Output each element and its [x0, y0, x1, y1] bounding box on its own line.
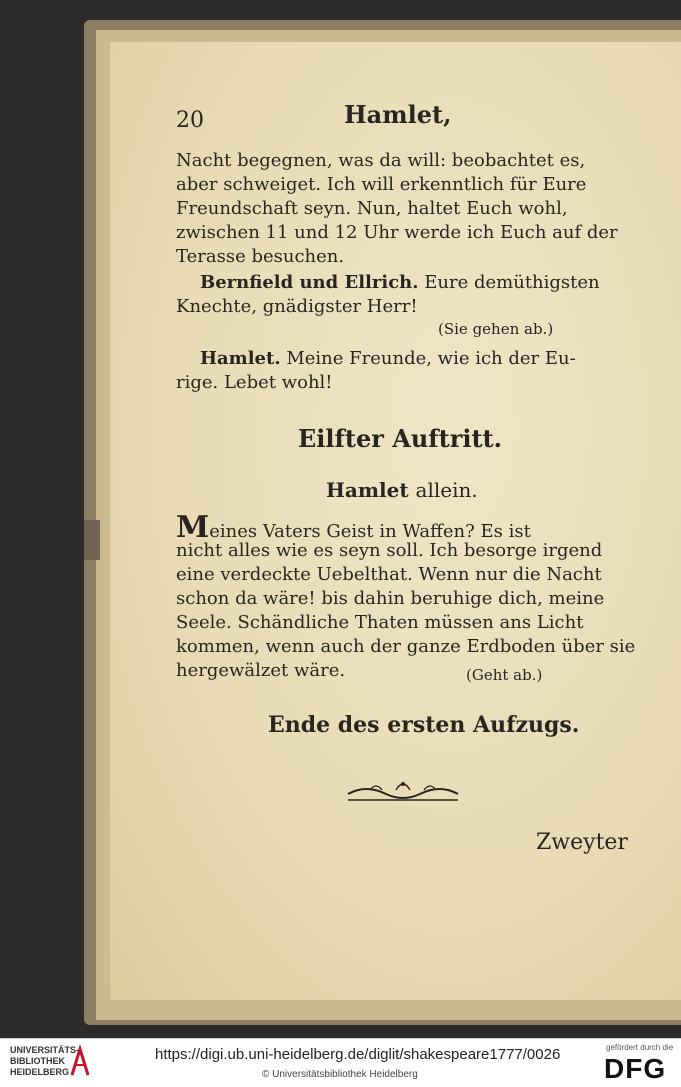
viewer-footer [0, 1038, 681, 1087]
text-line: eine verdeckte Uebelthat. Wenn nur die Nacht [176, 564, 602, 585]
scene-person: Hamlet [326, 478, 409, 502]
drop-cap: M [176, 510, 210, 545]
binding-mark [84, 520, 100, 560]
catchword: Zweyter [536, 830, 628, 855]
speaker-name: Hamlet. [200, 348, 281, 369]
stage-direction: (Sie gehen ab.) [438, 320, 554, 338]
running-title: Hamlet, [344, 100, 452, 129]
library-name-line: UNIVERSITÄTS- [10, 1045, 80, 1055]
funding-note: gefördert durch die [606, 1043, 674, 1052]
text-line: schon da wäre! bis dahin beruhige dich, meine [176, 588, 605, 609]
text-line: Nacht begegnen, was da will: beobachtet es, [176, 150, 586, 171]
copyright-notice: © Universitätsbibliothek Heidelberg [262, 1069, 418, 1080]
permalink-url[interactable]: https://digi.ub.uni-heidelberg.de/diglit/shakespeare1777/0026 [155, 1046, 561, 1063]
speaker-name: Bernfield und Ellrich. [200, 272, 419, 293]
text-line: hergewälzet wäre. [176, 660, 346, 681]
speech-text: Eure demüthigsten [424, 272, 600, 293]
text-line: nicht alles wie es seyn soll. Ich besorge irgend [176, 540, 603, 561]
ornament-divider [346, 776, 460, 806]
text-line: Terasse besuchen. [176, 246, 345, 267]
library-name-line: BIBLIOTHEK [10, 1056, 65, 1066]
text-line: kommen, wenn auch der ganze Erdboden über sie [176, 636, 636, 657]
speech-line [200, 272, 600, 293]
scene-person-note: allein. [415, 478, 478, 502]
text-line: rige. Lebet wohl! [176, 372, 333, 393]
text-line: zwischen 11 und 12 Uhr werde ich Euch auf der [176, 222, 618, 243]
scene-heading: Eilfter Auftritt. [298, 424, 502, 453]
speech-line [200, 348, 576, 369]
library-emblem-icon [68, 1045, 92, 1079]
library-name-line: HEIDELBERG [10, 1067, 70, 1077]
stage-direction: (Geht ab.) [466, 666, 543, 684]
text-line: aber schweiget. Ich will erkenntlich für Eure [176, 174, 587, 195]
text-line: Seele. Schändliche Thaten müssen ans Licht [176, 612, 584, 633]
text-line: Freundschaft seyn. Nun, haltet Euch wohl, [176, 198, 568, 219]
text-line: Knechte, gnädigster Herr! [176, 296, 418, 317]
monologue-text: eines Vaters Geist in Waffen? Es ist [209, 521, 531, 542]
dfg-logo: DFG [604, 1053, 667, 1084]
act-end-heading: Ende des ersten Aufzugs. [268, 712, 580, 738]
scene-persons [326, 478, 478, 502]
page-number: 20 [176, 108, 204, 133]
speech-text: Meine Freunde, wie ich der Eu- [286, 348, 576, 369]
